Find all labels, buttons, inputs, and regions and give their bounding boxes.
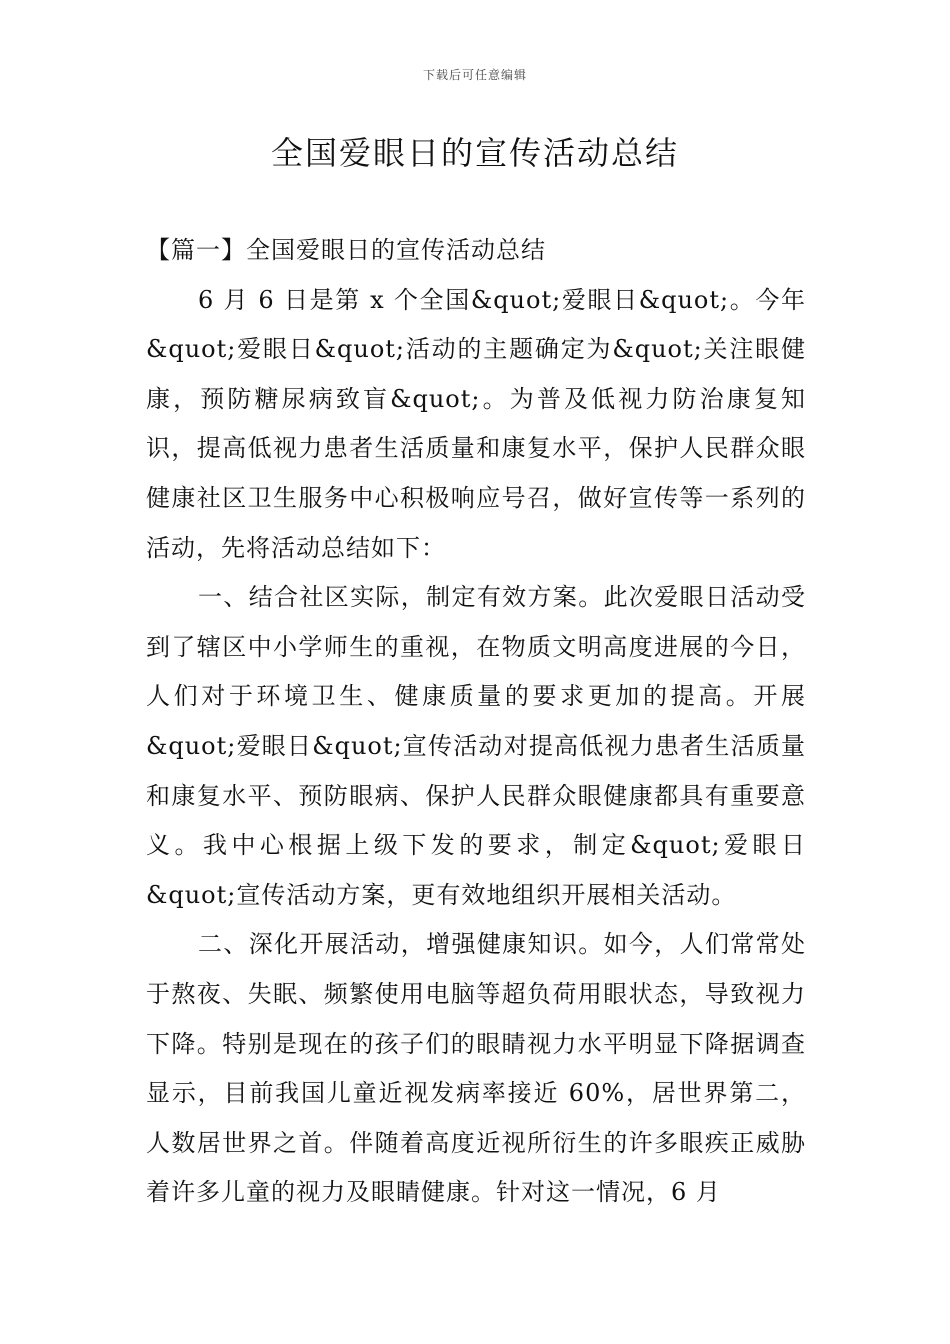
paragraph-section-two: 二、深化开展活动，增强健康知识。如今，人们常常处于熬夜、失眠、频繁使用电脑等超负荷用眼状态，导致视力下降。特别是现在的孩子们的眼睛视力水平明显下降据调查显示，目前我国儿童近视发病率接近 60%，居世界第二，人数居世界之首。伴随着高度近视所衍生的许多眼疾正威胁着许多儿童的视力及眼睛健康。针对这一情况，6 月 [146,930,806,1207]
paragraph-intro: 6 月 6 日是第 x 个全国&quot;爱眼日&quot;。今年&quot;爱眼日&quot;活动的主题确定为&quot;关注眼健康，预防糖尿病致盲&quot;。为普及低视力防治康复知识，提高低视力患者生活质量和康复水平，保护人民群众眼健康社区卫生服务中心积极响应号召，做好宣传等一系列的活动，先将活动总结如下： [146,285,806,562]
document-body [146,226,806,1218]
header-note: 下载后可任意编辑 [422,68,527,82]
document-title: 全国爱眼日的宣传活动总结 [270,134,679,172]
section-heading: 【篇一】全国爱眼日的宣传活动总结 [146,236,546,264]
paragraph-section-one: 一、结合社区实际，制定有效方案。此次爱眼日活动受到了辖区中小学师生的重视，在物质文明高度进展的今日，人们对于环境卫生、健康质量的要求更加的提高。开展&quot;爱眼日&quot;宣传活动对提高低视力患者生活质量和康复水平、预防眼病、保护人民群众眼健康都具有重要意义。我中心根据上级下发的要求，制定&quot;爱眼日&quot;宣传活动方案，更有效地组织开展相关活动。 [146,583,806,909]
